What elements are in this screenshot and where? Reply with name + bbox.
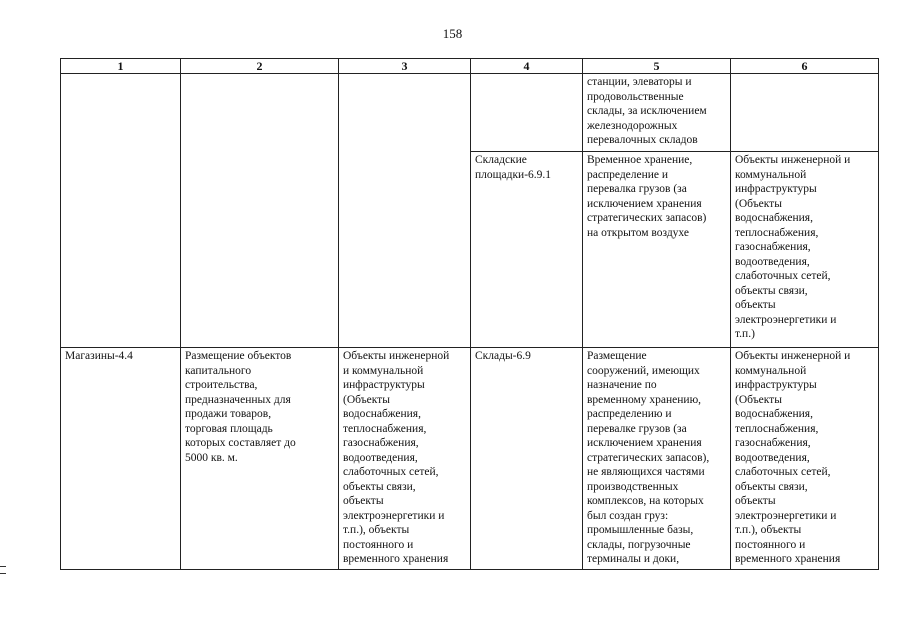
main-use-auxiliary-objects: Объекты инженерной и коммунальной инфраструктуры (Объекты водоснабжения, теплоснабжения, газоснабжения, водоотведения, слаботочных сетей, объекты связи, объекты электроэнергетики и т.п.), объекты постоянного и временного хранения xyxy=(339,348,471,570)
column-header-5: 5 xyxy=(583,59,731,74)
column-header-2: 2 xyxy=(181,59,339,74)
column-header-6: 6 xyxy=(731,59,879,74)
margin-mark xyxy=(0,566,6,574)
row-continuation-col2 xyxy=(181,74,339,348)
table-row xyxy=(61,74,879,152)
column-header-4: 4 xyxy=(471,59,583,74)
row-continuation-col5: станции, элеваторы и продовольственные склады, за исключением железнодорожных перевалочных складов xyxy=(583,74,731,152)
page-number: 158 xyxy=(442,26,463,41)
main-use-name: Магазины-4.4 xyxy=(61,348,181,570)
row-continuation-col3 xyxy=(339,74,471,348)
auxiliary-use-objects: Объекты инженерной и коммунальной инфраструктуры (Объекты водоснабжения, теплоснабжения, газоснабжения, водоотведения, слаботочных сетей, объекты связи, объекты электроэнергетики и т.п.), объекты постоянного и временного хранения xyxy=(731,348,879,570)
main-use-description: Размещение объектов капитального строительства, предназначенных для продажи товаров, торговая площадь которых составляет до 5000 кв. м. xyxy=(181,348,339,570)
permitted-use-name: Склады-6.9 xyxy=(471,348,583,570)
row-continuation-col6 xyxy=(731,74,879,152)
permitted-use-description: Временное хранение, распределение и перевалка грузов (за исключением хранения стратегических запасов) на открытом воздухе xyxy=(583,152,731,348)
auxiliary-use-objects: Объекты инженерной и коммунальной инфраструктуры (Объекты водоснабжения, теплоснабжения, газоснабжения, водоотведения, слаботочных сетей, объекты связи, объекты электроэнергетики и т.п.) xyxy=(731,152,879,348)
table-row xyxy=(61,348,879,570)
table-header-row xyxy=(61,59,879,74)
permitted-use-description: Размещение сооружений, имеющих назначение по временному хранению, распределению и перевалке грузов (за исключением хранения стратегических запасов), не являющихся частями производственных комплексов, на которых был создан груз: промышленные базы, склады, погрузочные терминалы и доки, xyxy=(583,348,731,570)
row-continuation-col4 xyxy=(471,74,583,152)
column-header-1: 1 xyxy=(61,59,181,74)
column-header-3: 3 xyxy=(339,59,471,74)
row-continuation-col1 xyxy=(61,74,181,348)
permitted-use-name: Складские площадки-6.9.1 xyxy=(471,152,583,348)
document-table xyxy=(60,58,879,570)
